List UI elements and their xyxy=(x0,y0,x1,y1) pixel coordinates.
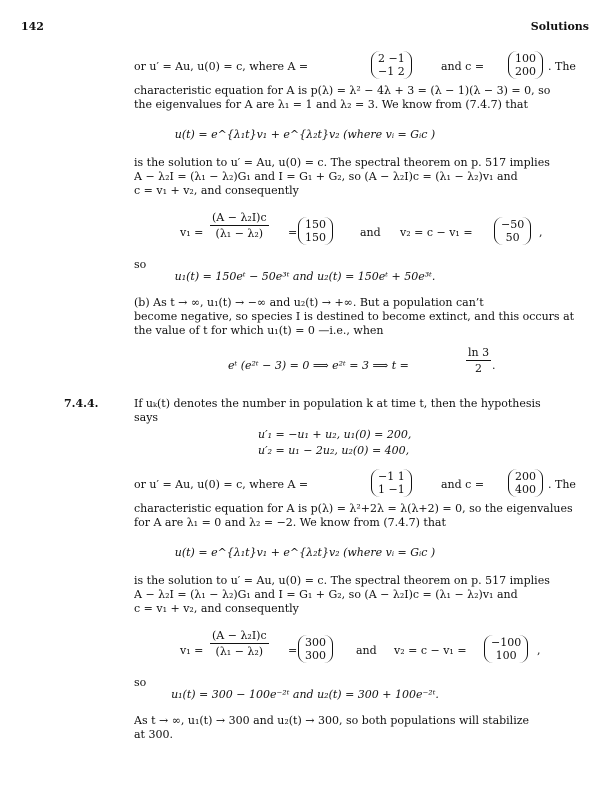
b-system-row2: u′₂ = u₁ − 2u₂, u₂(0) = 400, xyxy=(258,444,410,457)
fraction-numerator: (A − λ₂I)c xyxy=(212,629,267,642)
b-v2-vector xyxy=(484,635,528,663)
vector-row: 400 xyxy=(515,483,536,496)
vector-row: 100 xyxy=(515,52,536,65)
vector-row: 300 xyxy=(305,649,326,662)
a-line2: characteristic equation for A is p(λ) = λ² − 4λ + 3 = (λ − 1)(λ − 3) = 0, so xyxy=(134,84,551,97)
a-v2-label: v₂ = c − v₁ = xyxy=(400,226,473,239)
b-eq1: u(t) = e^{λ₁t}v₁ + e^{λ₂t}v₂ (where vᵢ = Gᵢc ) xyxy=(174,546,436,559)
page-header xyxy=(21,20,589,38)
b-v1-and: and xyxy=(356,644,377,657)
matrix-row: 1 −1 xyxy=(378,483,405,496)
a-eq1: u(t) = e^{λ₁t}v₁ + e^{λ₂t}v₂ (where vᵢ = Gᵢc ) xyxy=(174,128,436,141)
b-line4: characteristic equation for A is p(λ) = λ²+2λ = λ(λ+2) = 0, so the eigenvalues xyxy=(134,502,573,515)
a-line1-mid: and c = xyxy=(441,60,485,73)
fraction-denominator: (λ₁ − λ₂) xyxy=(215,645,264,658)
a-v2-comma: , xyxy=(539,226,543,239)
b-v1-eq: = xyxy=(288,644,298,657)
b-so: so xyxy=(134,676,147,689)
a-vector-c xyxy=(508,51,543,79)
a-v1-and: and xyxy=(360,226,381,239)
a-v1-fraction xyxy=(210,211,269,241)
a-eq3-end: . xyxy=(492,359,496,372)
a-line1-left: or u′ = Au, u(0) = c, where A = xyxy=(134,60,309,73)
b-line7: A − λ₂I = (λ₁ − λ₂)G₁ and I = G₁ + G₂, so (A − λ₂I)c = (λ₁ − λ₂)v₁ and xyxy=(134,588,518,601)
vector-row: 150 xyxy=(305,218,326,231)
running-title: Solutions xyxy=(530,20,589,33)
vector-row: 200 xyxy=(515,65,536,78)
b-v2-comma: , xyxy=(537,644,541,657)
matrix-row: −1 2 xyxy=(378,65,405,78)
a-eq3-left: eᵗ (e²ᵗ − 3) = 0 ⟹ e²ᵗ = 3 ⟹ t = xyxy=(228,359,409,372)
b-line6: is the solution to u′ = Au, u(0) = c. The spectral theorem on p. 517 implies xyxy=(134,574,550,587)
b-line9: As t → ∞, u₁(t) → 300 and u₂(t) → 300, so both populations will stabilize xyxy=(134,714,530,727)
b-line3-mid: and c = xyxy=(441,478,485,491)
a-eq3-fraction xyxy=(466,346,491,376)
b-v1-fraction xyxy=(210,629,269,659)
b-v1-label: v₁ = xyxy=(180,644,204,657)
b-vector-c xyxy=(508,469,543,497)
a-line1-right: . The xyxy=(548,60,576,73)
matrix-row: −1 1 xyxy=(378,470,405,483)
a-line6: c = v₁ + v₂, and consequently xyxy=(134,184,299,197)
b-line2: says xyxy=(134,411,159,424)
a-v1-vector xyxy=(298,217,333,245)
vector-row: −50 xyxy=(501,218,525,231)
vector-row: 50 xyxy=(505,231,520,244)
a-line3: the eigenvalues for A are λ₁ = 1 and λ₂ = 3. We know from (7.4.7) that xyxy=(134,98,528,111)
b-line3-right: . The xyxy=(548,478,576,491)
vector-row: 100 xyxy=(495,649,517,662)
vector-row: 200 xyxy=(515,470,536,483)
a-line7: (b) As t → ∞, u₁(t) → −∞ and u₂(t) → +∞. But a population can’t xyxy=(134,296,484,309)
fraction-numerator: ln 3 xyxy=(468,346,490,359)
fraction-numerator: (A − λ₂I)c xyxy=(212,211,267,224)
vector-row: 150 xyxy=(305,231,326,244)
b-line10: at 300. xyxy=(134,728,173,741)
a-v2-vector xyxy=(494,217,531,245)
b-line3-left: or u′ = Au, u(0) = c, where A = xyxy=(134,478,309,491)
b-line1: If uₖ(t) denotes the number in population k at time t, then the hypothesis xyxy=(134,397,541,410)
a-v1-eq: = xyxy=(288,226,298,239)
b-system-row1: u′₁ = −u₁ + u₂, u₁(0) = 200, xyxy=(258,428,412,441)
vector-row: 300 xyxy=(305,636,326,649)
a-line9: the value of t for which u₁(t) = 0 —i.e., when xyxy=(134,324,384,337)
b-matrix-A xyxy=(371,469,412,497)
a-matrix-A xyxy=(371,51,412,79)
a-line4: is the solution to u′ = Au, u(0) = c. The spectral theorem on p. 517 implies xyxy=(134,156,550,169)
b-eq2: u₁(t) = 300 − 100e⁻²ᵗ and u₂(t) = 300 + 100e⁻²ᵗ. xyxy=(171,688,439,701)
a-v1-label: v₁ = xyxy=(180,226,204,239)
fraction-denominator: 2 xyxy=(475,362,483,375)
matrix-row: 2 −1 xyxy=(378,52,405,65)
page-number: 142 xyxy=(21,20,44,33)
a-eq2: u₁(t) = 150eᵗ − 50e³ᵗ and u₂(t) = 150eᵗ + 50e³ᵗ. xyxy=(174,270,436,283)
b-line5: for A are λ₁ = 0 and λ₂ = −2. We know from (7.4.7) that xyxy=(134,516,446,529)
fraction-denominator: (λ₁ − λ₂) xyxy=(215,227,264,240)
vector-row: −100 xyxy=(491,636,522,649)
b-line8: c = v₁ + v₂, and consequently xyxy=(134,602,299,615)
b-v2-label: v₂ = c − v₁ = xyxy=(394,644,467,657)
a-line8: become negative, so species I is destined to become extinct, and this occurs at xyxy=(134,310,575,323)
a-so: so xyxy=(134,258,147,271)
b-v1-vector xyxy=(298,635,333,663)
a-line5: A − λ₂I = (λ₁ − λ₂)G₁ and I = G₁ + G₂, so (A − λ₂I)c = (λ₁ − λ₂)v₁ and xyxy=(134,170,518,183)
exercise-number: 7.4.4. xyxy=(64,397,99,410)
